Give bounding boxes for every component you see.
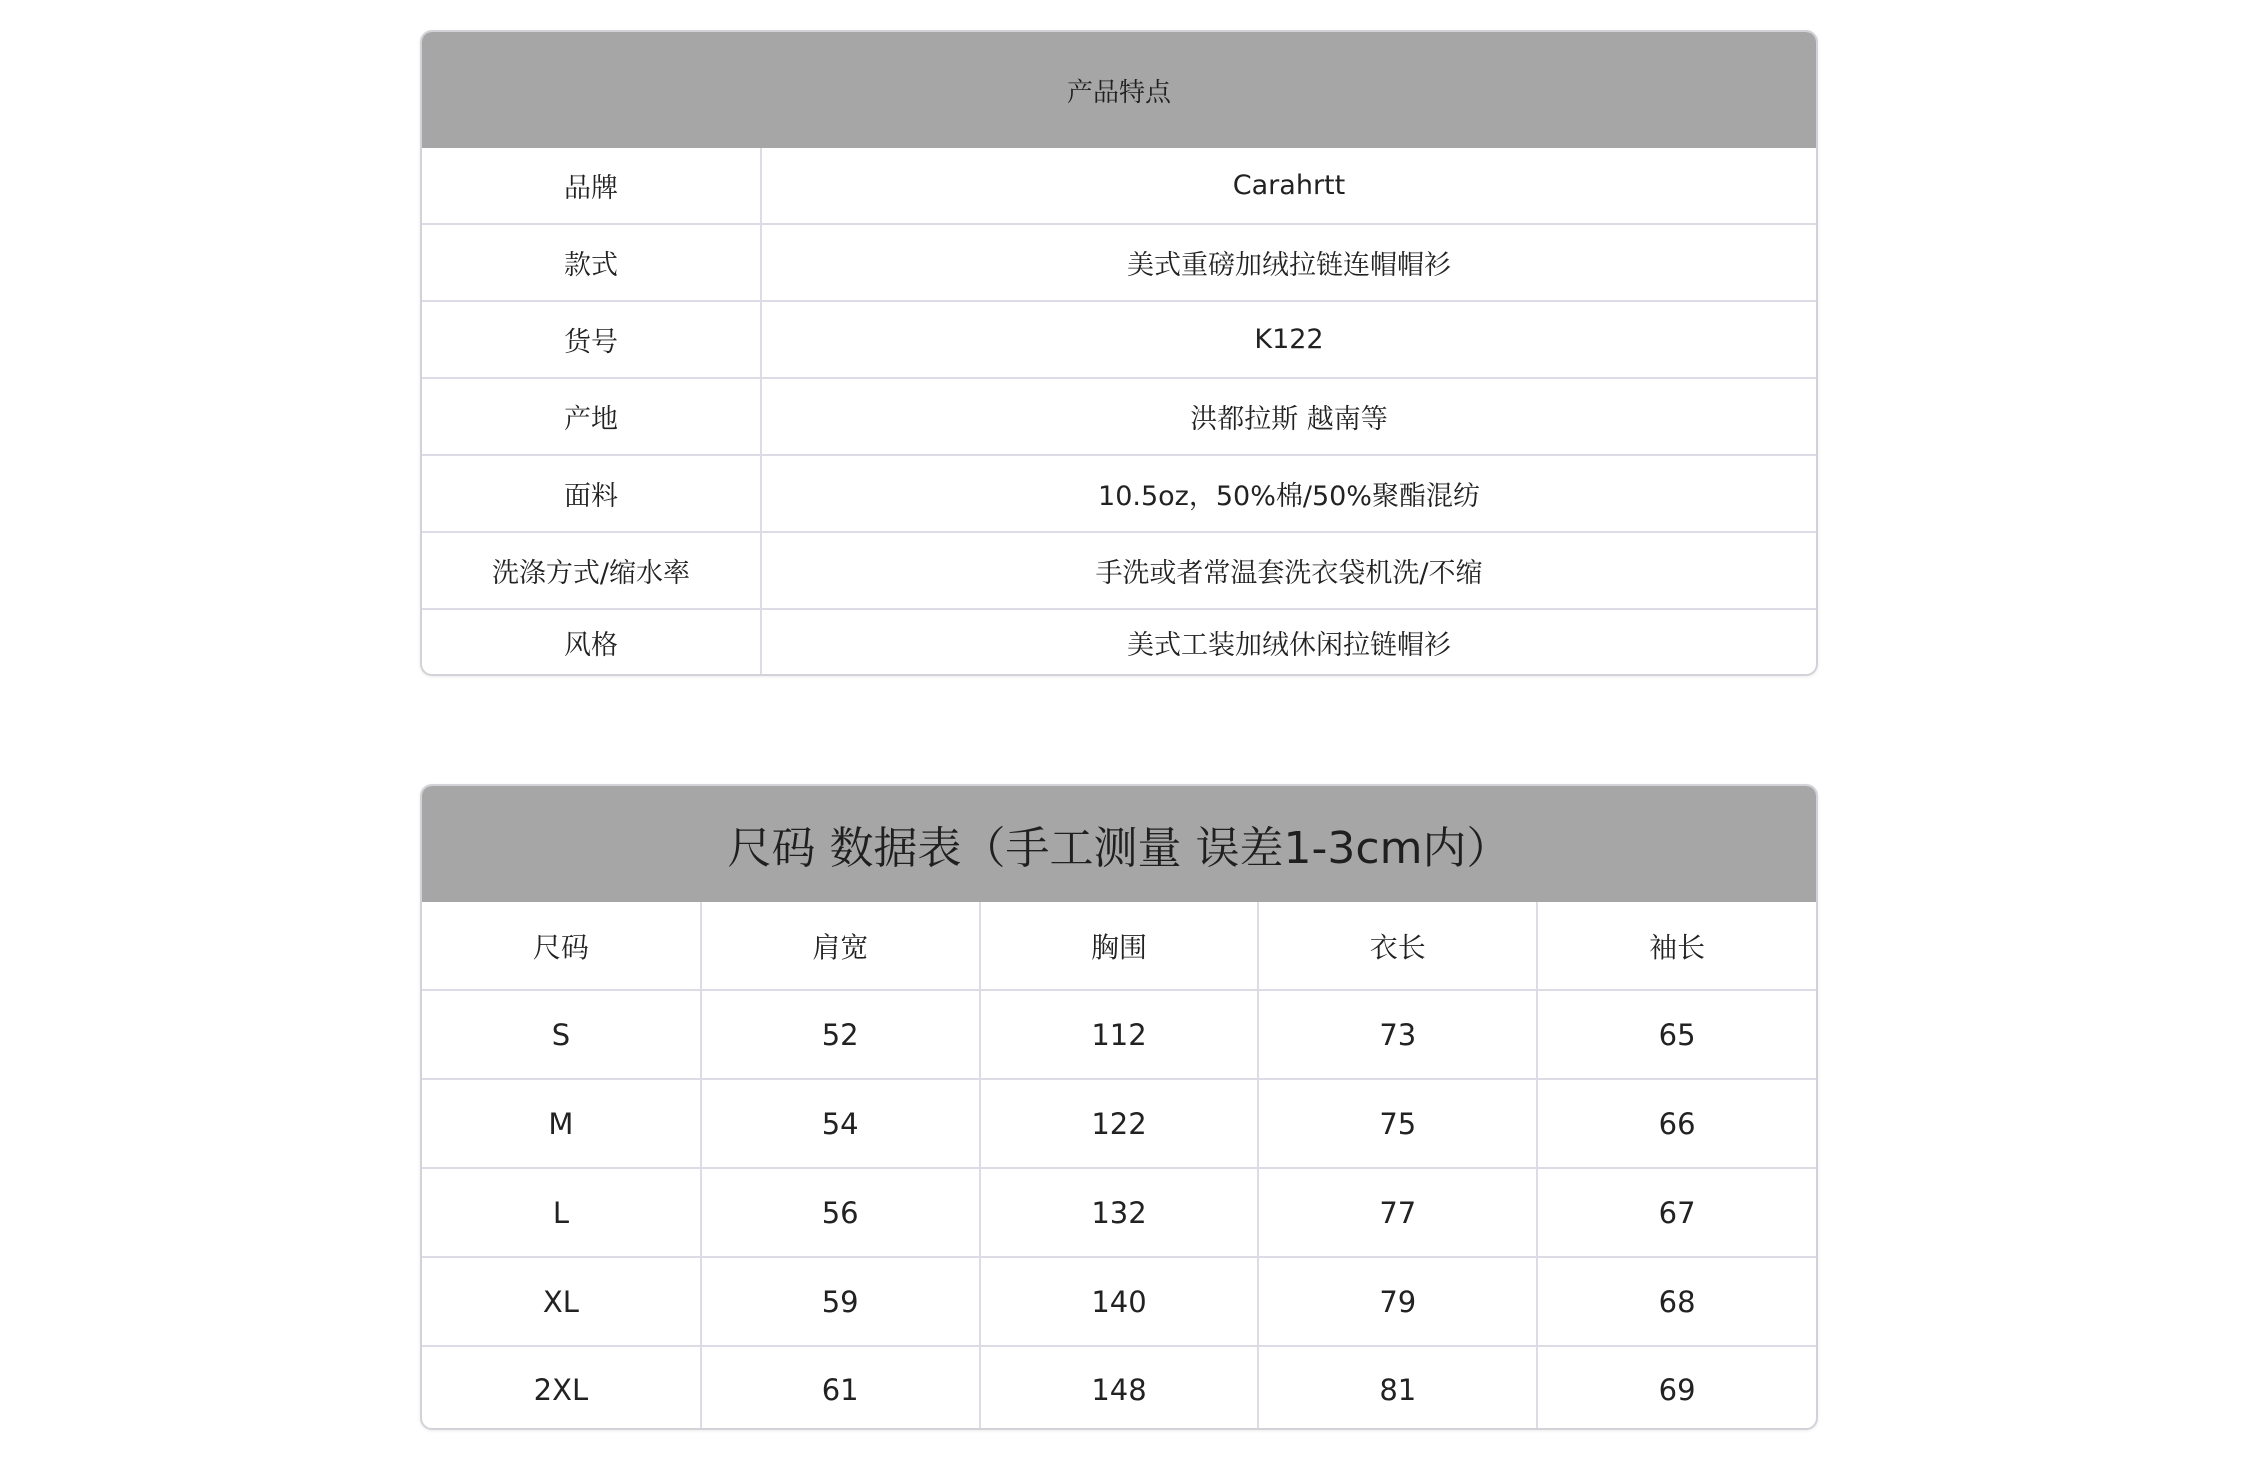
length-cell: 79 [1258, 1257, 1537, 1346]
size-chart-table [422, 902, 1816, 1430]
size-cell: S [422, 990, 701, 1079]
size-chart-card [420, 784, 1818, 1430]
feature-key: 产地 [422, 378, 761, 455]
sleeve-cell: 67 [1537, 1168, 1816, 1257]
table-row [422, 1346, 1816, 1430]
size-cell: L [422, 1168, 701, 1257]
column-header: 袖长 [1537, 902, 1816, 990]
feature-value: 10.5oz，50%棉/50%聚酯混纺 [761, 455, 1816, 532]
shoulder-cell: 61 [701, 1346, 980, 1430]
feature-value: 美式重磅加绒拉链连帽帽衫 [761, 224, 1816, 301]
table-row [422, 1168, 1816, 1257]
feature-key: 品牌 [422, 148, 761, 224]
table-row [422, 301, 1816, 378]
product-features-title: 产品特点 [422, 32, 1816, 148]
size-chart-title: 尺码 数据表（手工测量 误差1-3cm内） [422, 786, 1816, 902]
table-row [422, 1079, 1816, 1168]
size-cell: M [422, 1079, 701, 1168]
chest-cell: 132 [980, 1168, 1259, 1257]
column-header: 肩宽 [701, 902, 980, 990]
chest-cell: 112 [980, 990, 1259, 1079]
table-row [422, 1257, 1816, 1346]
length-cell: 73 [1258, 990, 1537, 1079]
product-features-table [422, 148, 1816, 675]
feature-value: Carahrtt [761, 148, 1816, 224]
sleeve-cell: 66 [1537, 1079, 1816, 1168]
size-cell: 2XL [422, 1346, 701, 1430]
column-header: 尺码 [422, 902, 701, 990]
table-row [422, 990, 1816, 1079]
feature-key: 货号 [422, 301, 761, 378]
length-cell: 81 [1258, 1346, 1537, 1430]
chest-cell: 148 [980, 1346, 1259, 1430]
shoulder-cell: 52 [701, 990, 980, 1079]
chest-cell: 122 [980, 1079, 1259, 1168]
length-cell: 77 [1258, 1168, 1537, 1257]
shoulder-cell: 54 [701, 1079, 980, 1168]
sleeve-cell: 68 [1537, 1257, 1816, 1346]
sleeve-cell: 65 [1537, 990, 1816, 1079]
length-cell: 75 [1258, 1079, 1537, 1168]
size-cell: XL [422, 1257, 701, 1346]
feature-key: 风格 [422, 609, 761, 675]
column-header: 衣长 [1258, 902, 1537, 990]
chest-cell: 140 [980, 1257, 1259, 1346]
shoulder-cell: 59 [701, 1257, 980, 1346]
product-features-card [420, 30, 1818, 676]
column-header: 胸围 [980, 902, 1259, 990]
sleeve-cell: 69 [1658, 1372, 1696, 1407]
table-row [422, 224, 1816, 301]
feature-key: 面料 [422, 455, 761, 532]
feature-value: 洪都拉斯 越南等 [761, 378, 1816, 455]
table-row [422, 148, 1816, 224]
feature-key: 洗涤方式/缩水率 [422, 532, 761, 609]
table-row [422, 455, 1816, 532]
feature-value: 美式工装加绒休闲拉链帽衫 [1127, 630, 1451, 661]
feature-value: K122 [761, 301, 1816, 378]
table-row [422, 378, 1816, 455]
table-header-row [422, 902, 1816, 990]
table-row [422, 532, 1816, 609]
feature-value: 手洗或者常温套洗衣袋机洗/不缩 [761, 532, 1816, 609]
feature-key: 款式 [422, 224, 761, 301]
table-row [422, 609, 1816, 675]
shoulder-cell: 56 [701, 1168, 980, 1257]
